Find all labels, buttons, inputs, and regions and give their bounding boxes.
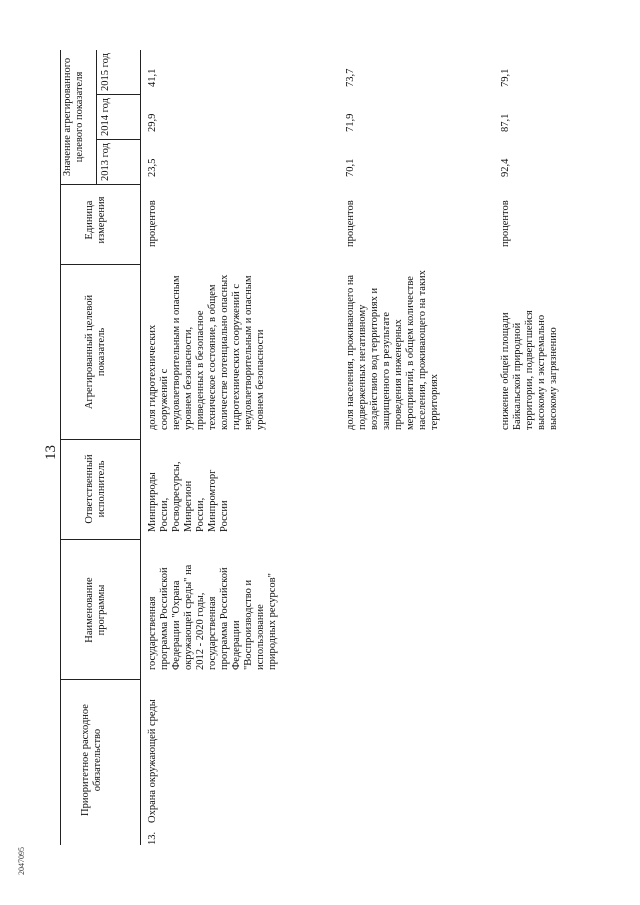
page-number: 13 xyxy=(43,445,59,460)
indicator-1-2014: 29,9 xyxy=(147,113,158,132)
indicator-1-2015: 41,1 xyxy=(147,68,158,87)
indicator-3-2013: 92,4 xyxy=(500,158,511,177)
indicator-3-text: снижение общей площади Байкальской природной территории, подвергшейся высокому и экстремально высокому загрязнению xyxy=(500,310,559,430)
header-bottom-border xyxy=(140,50,141,845)
header-value-group: Значение агрегированного целевого показателя xyxy=(62,57,85,177)
col-border-2 xyxy=(60,539,140,540)
header-obligation: Приоритетное расходное обязательство xyxy=(80,704,103,816)
indicator-1-2013: 23,5 xyxy=(147,158,158,177)
indicator-2-unit: процентов xyxy=(345,200,356,247)
row-program: государственная программа Российской Федерации "Охрана окружающей среды" на 2012 - 2020 годы, государственная программа Российской Федерации "Воспроизводство и использование природных ресурсов" xyxy=(147,564,278,670)
document-id: 2047095 xyxy=(17,847,26,875)
table-top-border xyxy=(60,50,61,845)
row-number: 13. xyxy=(147,831,158,845)
header-program: Наименование программы xyxy=(84,577,107,643)
indicator-3-unit: процентов xyxy=(500,200,511,247)
header-year-2014: 2014 год xyxy=(100,98,111,136)
indicator-1-text: доля гидротехнических сооружений с неудовлетворительным и опасным уровнем безопасности, приведенных в безопасное техническое состояние, в общем количестве потенциально опасных гидротехнических сооружений с неудовлетворительным и опасным уровнем безопасности xyxy=(147,274,266,430)
indicator-3-2015: 79,1 xyxy=(500,68,511,87)
indicator-2-2014: 71,9 xyxy=(345,113,356,132)
col-border-7 xyxy=(96,94,140,95)
header-executor: Ответственный исполнитель xyxy=(84,454,107,524)
indicator-1-unit: процентов xyxy=(147,200,158,247)
indicator-2-2015: 73,7 xyxy=(345,68,356,87)
header-indicator: Агрегированный целевой показатель xyxy=(84,294,107,410)
header-year-2013: 2013 год xyxy=(100,143,111,181)
col-border-4 xyxy=(60,264,140,265)
value-group-divider xyxy=(96,50,97,185)
indicator-2-text: доля населения, проживающего на подверженных негативному воздействию вод территориях и защищенного в результате проведения инженерных мероприятий, в общем количестве населения, проживающего на таких территориях xyxy=(345,270,440,430)
row-obligation: Охрана окружающей среды xyxy=(147,699,158,823)
header-unit: Единица измерения xyxy=(84,196,107,244)
col-border-1 xyxy=(60,679,140,680)
header-year-2015: 2015 год xyxy=(100,53,111,91)
indicator-3-2014: 87,1 xyxy=(500,113,511,132)
col-border-6 xyxy=(96,139,140,140)
col-border-3 xyxy=(60,439,140,440)
row-executor: Минприроды России, Росводресурсы, Минрегион России, Минпромторг России xyxy=(147,461,230,532)
indicator-2-2013: 70,1 xyxy=(345,158,356,177)
col-border-5 xyxy=(60,184,140,185)
